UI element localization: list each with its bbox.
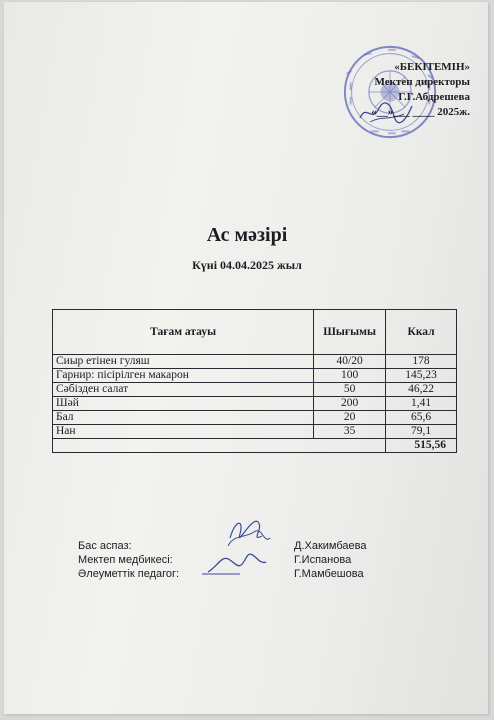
dish-name: Гарнир: пісірілген макарон (53, 369, 314, 383)
dish-name: Сиыр етінен гуляш (53, 355, 314, 369)
table-total-row (53, 439, 457, 453)
staff-role: Әлеуметтік педагог: (78, 568, 180, 580)
approval-date-line: «__»___ ____ 2025ж. (371, 106, 470, 118)
dish-name: Сәбізден салат (53, 383, 314, 397)
table-row (53, 369, 457, 383)
dish-portion: 200 (314, 397, 386, 411)
dish-portion: 35 (314, 425, 386, 439)
column-header-portion: Шығымы (314, 310, 386, 355)
staff-row (78, 567, 398, 581)
approval-block (371, 60, 470, 120)
menu-date: Күні 04.04.2025 жыл (192, 258, 302, 272)
staff-name: Г.Испанова (294, 554, 352, 566)
table-row (53, 355, 457, 369)
dish-portion: 20 (314, 411, 386, 425)
table-row (53, 425, 457, 439)
dish-kcal: 1,41 (386, 397, 457, 411)
staff-signature-block (78, 539, 398, 581)
dish-kcal: 79,1 (386, 425, 457, 439)
staff-row (78, 539, 398, 553)
dish-kcal: 178 (386, 355, 457, 369)
table-row (53, 397, 457, 411)
approval-heading: «БЕКІТЕМІН» (394, 61, 470, 73)
column-header-dish: Тағам атауы (53, 310, 314, 355)
column-header-kcal: Ккал (386, 310, 457, 355)
dish-portion: 100 (314, 369, 386, 383)
dish-portion: 50 (314, 383, 386, 397)
page-title: Ас мәзірі (206, 224, 288, 246)
dish-name: Нан (53, 425, 314, 439)
dish-kcal: 65,6 (386, 411, 457, 425)
total-spacer-cell (53, 439, 386, 453)
table-row (53, 411, 457, 425)
dish-portion: 40/20 (314, 355, 386, 369)
table-header-row (53, 310, 457, 355)
total-kcal: 515,56 (386, 439, 457, 453)
staff-name: Д.Хакимбаева (294, 540, 367, 552)
dish-kcal: 145,23 (386, 369, 457, 383)
staff-role: Бас аспаз: (78, 540, 132, 552)
table-row (53, 383, 457, 397)
dish-kcal: 46,22 (386, 383, 457, 397)
staff-row (78, 553, 398, 567)
dish-name: Бал (53, 411, 314, 425)
approval-position: Мектеп директоры (374, 76, 470, 88)
menu-table (52, 309, 457, 453)
staff-role: Мектеп медбикесі: (78, 554, 173, 566)
dish-name: Шәй (53, 397, 314, 411)
staff-name: Г.Мамбешова (294, 568, 364, 580)
approval-director-name: Г.Г.Абдрешева (398, 91, 470, 103)
